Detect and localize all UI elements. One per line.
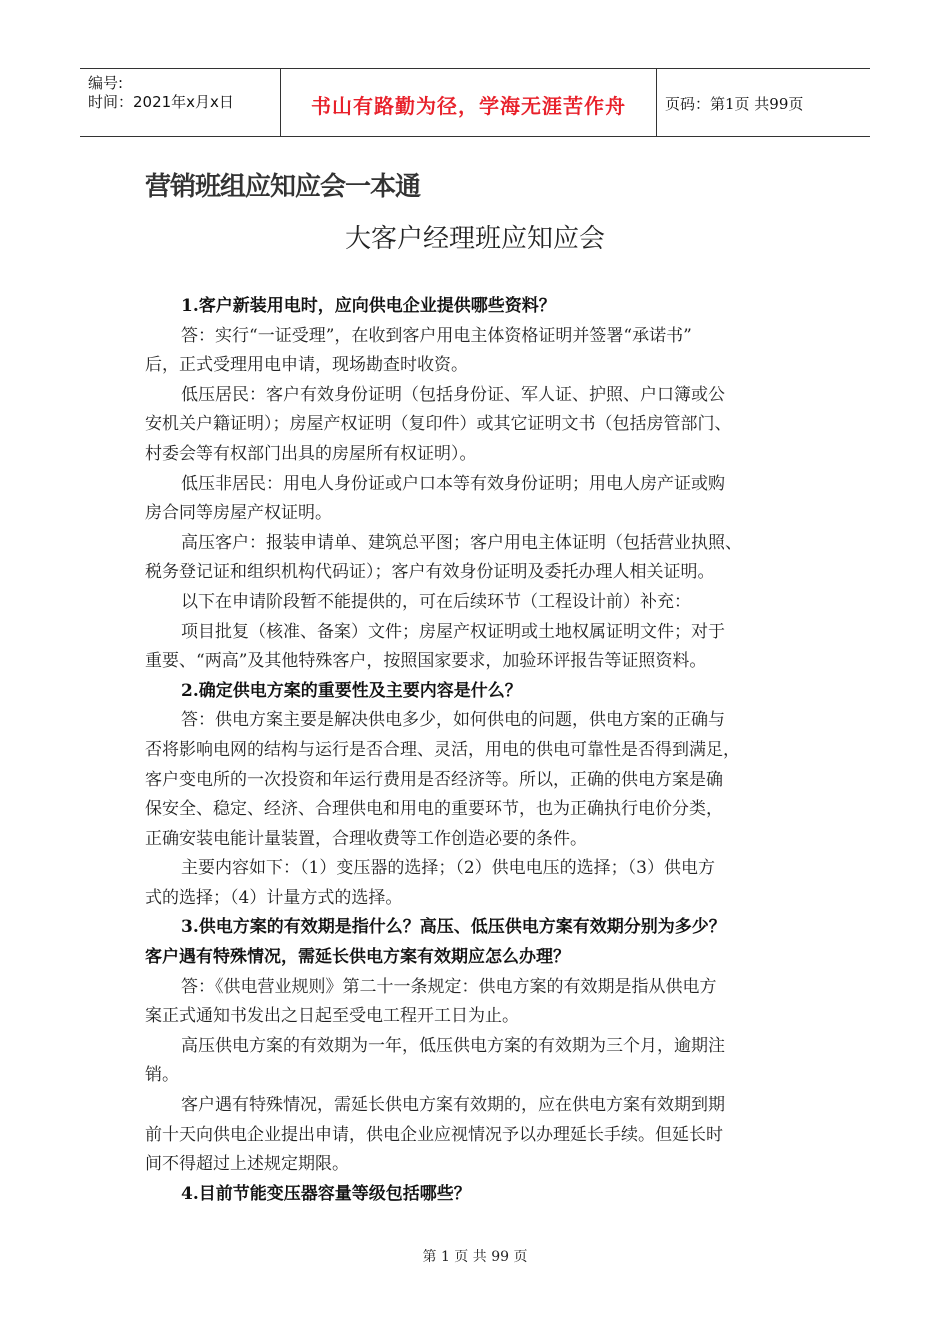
paragraph-line: 客户遇有特殊情况，需延长供电方案有效期的，应在供电方案有效期到期 xyxy=(181,1095,725,1116)
header-meta-cell xyxy=(80,69,280,136)
paragraph-line: 前十天向供电企业提出申请，供电企业应视情况予以办理延长手续。但延长时 xyxy=(145,1124,723,1145)
paragraph-line: 高压供电方案的有效期为一年，低压供电方案的有效期为三个月，逾期注 xyxy=(181,1035,725,1056)
paragraph-line: 否将影响电网的结构与运行是否合理、灵活，用电的供电可靠性是否得到满足， xyxy=(145,739,740,760)
question-line: 客户遇有特殊情况，需延长供电方案有效期应怎么办理？ xyxy=(145,947,570,968)
book-title: 营销班组应知应会一本通 xyxy=(145,172,421,202)
paragraph-line: 答：《供电营业规则》第二十一条规定：供电方案的有效期是指从供电方 xyxy=(181,976,717,997)
chapter-title: 大客户经理班应知应会 xyxy=(344,224,605,254)
paragraph-line: 案正式通知书发出之日起至受电工程开工日为止。 xyxy=(145,1006,519,1027)
document-number-label: 编号: xyxy=(88,74,124,92)
paragraph-line: 正确安装电能计量装置，合理收费等工作创造必要的条件。 xyxy=(145,828,587,849)
paragraph-line: 式的选择；（4）计量方式的选择。 xyxy=(145,887,403,908)
paragraph-line: 房合同等房屋产权证明。 xyxy=(145,503,332,524)
paragraph-line: 村委会等有权部门出具的房屋所有权证明）。 xyxy=(145,443,477,464)
paragraph-line: 税务登记证和组织机构代码证）；客户有效身份证明及委托办理人相关证明。 xyxy=(145,562,715,583)
question-line: 1.客户新装用电时，应向供电企业提供哪些资料？ xyxy=(181,296,556,316)
header-motto: 书山有路勤为径，学海无涯苦作舟 xyxy=(311,94,626,118)
paragraph-line: 间不得超过上述规定期限。 xyxy=(145,1154,349,1175)
document-body xyxy=(145,292,807,1209)
header-motto-cell xyxy=(280,69,657,136)
question-line: 3.供电方案的有效期是指什么？高压、低压供电方案有效期分别为多少？ xyxy=(181,917,726,938)
paragraph-line: 以下在申请阶段暂不能提供的，可在后续环节（工程设计前）补充： xyxy=(181,591,691,612)
paragraph-line: 低压非居民：用电人身份证或户口本等有效身份证明；用电人房产证或购 xyxy=(181,473,725,494)
paragraph-line: 主要内容如下：（1）变压器的选择；（2）供电电压的选择；（3）供电方 xyxy=(181,858,715,879)
header-page-code: 页码：第1页 共99页 xyxy=(665,95,804,113)
question-line: 4.目前节能变压器容量等级包括哪些？ xyxy=(181,1183,471,1204)
page-footer: 第 1 页 共 99 页 xyxy=(422,1249,528,1265)
paragraph-line: 项目批复（核准、备案）文件；房屋产权证明或土地权属证明文件；对于 xyxy=(181,621,725,642)
question-line: 2.确定供电方案的重要性及主要内容是什么？ xyxy=(181,680,522,701)
paragraph-line: 销。 xyxy=(145,1065,179,1086)
paragraph-line: 安机关户籍证明）；房屋产权证明（复印件）或其它证明文书（包括房管部门、 xyxy=(145,414,732,435)
paragraph-line: 后，正式受理用电申请，现场勘查时收资。 xyxy=(145,355,468,376)
paragraph-line: 客户变电所的一次投资和年运行费用是否经济等。所以，正确的供电方案是确 xyxy=(145,769,723,790)
paragraph-line: 重要、“两高”及其他特殊客户，按照国家要求，加验环评报告等证照资料。 xyxy=(145,651,707,672)
document-time-label: 时间：2021年x月x日 xyxy=(88,93,234,111)
paragraph-line: 保安全、稳定、经济、合理供电和用电的重要环节，也为正确执行电价分类， xyxy=(145,799,723,820)
paragraph-line: 高压客户：报装申请单、建筑总平图；客户用电主体证明（包括营业执照、 xyxy=(181,532,742,553)
header-page-cell xyxy=(655,69,870,136)
paragraph-line: 低压居民：客户有效身份证明（包括身份证、军人证、护照、户口簿或公 xyxy=(181,384,725,405)
paragraph-line: 答：供电方案主要是解决供电多少，如何供电的问题，供电方案的正确与 xyxy=(181,710,725,731)
document-header xyxy=(80,68,870,137)
paragraph-line: 答：实行“一证受理”，在收到客户用电主体资格证明并签署“承诺书” xyxy=(181,325,692,346)
